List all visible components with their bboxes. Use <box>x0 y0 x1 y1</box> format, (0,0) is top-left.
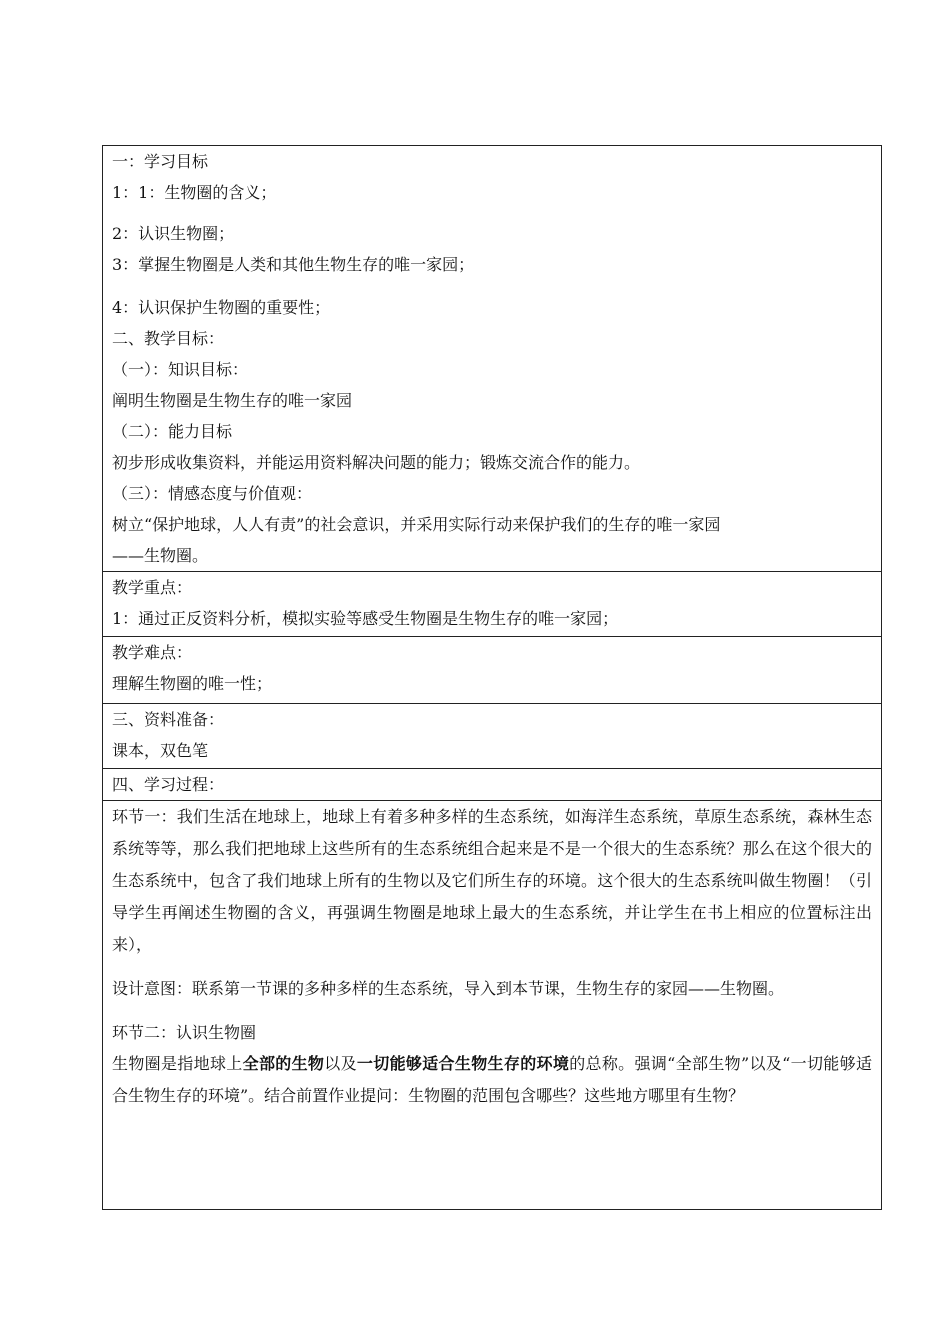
emotion-goal-text-2: ——生物圈。 <box>112 546 209 565</box>
emotion-goal-text-1: 树立“保护地球，人人有责”的社会意识，并采用实际行动来保护我们的生存的唯一家园 <box>112 515 721 534</box>
process-row <box>103 801 882 1210</box>
lesson-plan-table <box>102 145 882 1210</box>
materials-row <box>103 704 882 769</box>
step2-bold-environment: 一切能够适合生物生存的环境 <box>356 1054 570 1073</box>
key-points-text: 1：通过正反资料分析，模拟实验等感受生物圈是生物生存的唯一家园； <box>112 609 619 628</box>
process-cell <box>103 801 882 1210</box>
design-intent-paragraph: 设计意图：联系第一节课的多种多样的生态系统，导入到本节课，生物生存的家园——生物圈。 <box>112 979 785 998</box>
objective-item-1: 1：1：生物圈的含义； <box>112 183 277 202</box>
objective-item-3: 3：掌握生物圈是人类和其他生物生存的唯一家园； <box>112 255 475 274</box>
materials-cell <box>103 704 882 769</box>
knowledge-goal-text: 阐明生物圈是生物生存的唯一家园 <box>112 391 353 410</box>
step2-text-part-3: 的总称。强调“全部生物”以及“一切能够适合生物生存的环境”。结合前置作业提问：生物圈的范围包含哪些？这些地方哪里有生物？ <box>112 1054 872 1105</box>
materials-heading: 三、资料准备： <box>112 710 225 729</box>
step2-paragraph <box>112 1048 872 1112</box>
ability-goal-label: （二）：能力目标 <box>112 422 233 441</box>
step1-paragraph: 环节一：我们生活在地球上，地球上有着多种多样的生态系统，如海洋生态系统，草原生态系统，森林生态系统等等，那么我们把地球上这些所有的生态系统组合起来是不是一个很大的生态系统？那么在这个很大的生态系统中，包含了我们地球上所有的生物以及它们所生存的环境。这个很大的生态系统叫做生物圈！（引导学生再阐述生物圈的含义，再强调生物圈是地球上最大的生态系统，并让学生在书上相应的位置标注出来）， <box>112 807 872 954</box>
ability-goal-text: 初步形成收集资料，并能运用资料解决问题的能力；锻炼交流合作的能力。 <box>112 453 641 472</box>
objective-item-4: 4：认识保护生物圈的重要性； <box>112 298 331 317</box>
objectives-cell <box>103 146 882 572</box>
knowledge-goal-label: （一）：知识目标： <box>112 360 249 379</box>
materials-text: 课本，双色笔 <box>112 741 209 760</box>
process-heading-row <box>103 769 882 801</box>
difficulty-row <box>103 637 882 704</box>
objective-item-2: 2：认识生物圈； <box>112 224 235 243</box>
difficulty-text: 理解生物圈的唯一性； <box>112 674 273 693</box>
step2-bold-all-organisms: 全部的生物 <box>242 1054 325 1073</box>
difficulty-cell <box>103 637 882 704</box>
teaching-goals-heading: 二、教学目标： <box>112 329 225 348</box>
objectives-row <box>103 146 882 572</box>
objectives-heading: 一：学习目标 <box>112 152 209 171</box>
process-heading-cell <box>103 769 882 801</box>
difficulty-heading: 教学难点： <box>112 643 193 662</box>
emotion-goal-label: （三）：情感态度与价值观： <box>112 484 313 503</box>
step2-heading: 环节二：认识生物圈 <box>112 1023 257 1042</box>
key-points-row <box>103 572 882 637</box>
key-points-cell <box>103 572 882 637</box>
key-points-heading: 教学重点： <box>112 578 193 597</box>
step2-text-part-2: 以及 <box>324 1054 357 1073</box>
process-heading: 四、学习过程： <box>112 775 225 794</box>
step2-text-part-1: 生物圈是指地球上 <box>112 1054 243 1073</box>
